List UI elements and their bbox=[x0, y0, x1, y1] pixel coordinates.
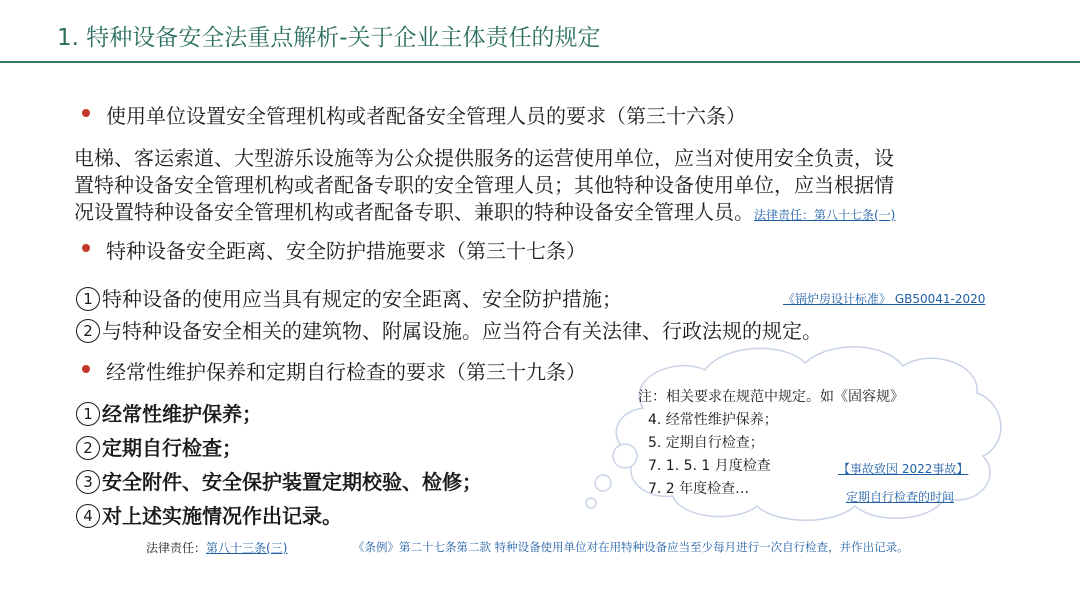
bullet-dot-icon bbox=[82, 365, 90, 373]
footer-legal bbox=[146, 539, 287, 556]
list-item: 3 安全附件、安全保护装置定期校验、检修； bbox=[76, 466, 482, 495]
regulation-note: 《条例》第二十七条第二款 特种设备使用单位对在用特种设备应当至少每月进行一次自行检查，并作出记录。 bbox=[353, 540, 909, 554]
accident-cause-link[interactable]: 【事故致因 2022事故】 bbox=[838, 462, 969, 476]
slide-header bbox=[0, 0, 1080, 62]
circled-number: 2 bbox=[76, 319, 100, 343]
boiler-room-standard-link[interactable]: 《锅炉房设计标准》 GB50041-2020 bbox=[783, 292, 986, 306]
list-item: 4 对上述实施情况作出记录。 bbox=[76, 500, 342, 529]
cloud-note-line: 注：相关要求在规范中规定。如《固容规》 bbox=[638, 389, 904, 405]
cloud-note-line: 5. 定期自行检查； bbox=[648, 435, 764, 451]
title-divider bbox=[0, 61, 1080, 63]
list-item: 2 定期自行检查； bbox=[76, 432, 242, 461]
cloud-note-line: 7. 1. 5. 1 月度检查 bbox=[648, 458, 771, 474]
list-item: 1 特种设备的使用应当具有规定的安全距离、安全防护措施； bbox=[76, 283, 622, 312]
circled-number: 3 bbox=[76, 470, 100, 494]
inspection-timing-link[interactable]: 定期自行检查的时间 bbox=[846, 490, 955, 504]
cloud-note-line: 4. 经常性维护保养； bbox=[648, 412, 778, 428]
circled-number: 2 bbox=[76, 436, 100, 460]
list-item: 2 与特种设备安全相关的建筑物、附属设施。应当符合有关法律、行政法规的规定。 bbox=[76, 315, 822, 344]
footer-legal-label: 法律责任： bbox=[146, 541, 207, 555]
circled-number: 1 bbox=[76, 402, 100, 426]
section-36-paragraph bbox=[74, 145, 895, 229]
list-item: 1 经常性维护保养； bbox=[76, 398, 262, 427]
cloud-note-line: 7. 2 年度检查… bbox=[648, 481, 750, 497]
circled-number: 4 bbox=[76, 504, 100, 528]
legal-liability-link-87[interactable]: 法律责任：第八十七条(一) bbox=[754, 208, 896, 222]
paragraph-line: 置特种设备安全管理机构或者配备专职的安全管理人员；其他特种设备使用单位，应当根据情 bbox=[74, 173, 894, 197]
paragraph-line: 况设置特种设备安全管理机构或者配备专职、兼职的特种设备安全管理人员。法律责任：第八十七条(一) bbox=[74, 200, 896, 224]
slide-title: 1. 特种设备安全法重点解析-关于企业主体责任的规定 bbox=[57, 25, 601, 51]
circled-number: 1 bbox=[76, 287, 100, 311]
legal-liability-link-83[interactable]: 第八十三条(三) bbox=[206, 541, 288, 555]
bullet-dot-icon bbox=[82, 109, 90, 117]
paragraph-line: 电梯、客运索道、大型游乐设施等为公众提供服务的运营使用单位，应当对使用安全负责，设 bbox=[74, 146, 894, 170]
bullet-dot-icon bbox=[82, 244, 90, 252]
